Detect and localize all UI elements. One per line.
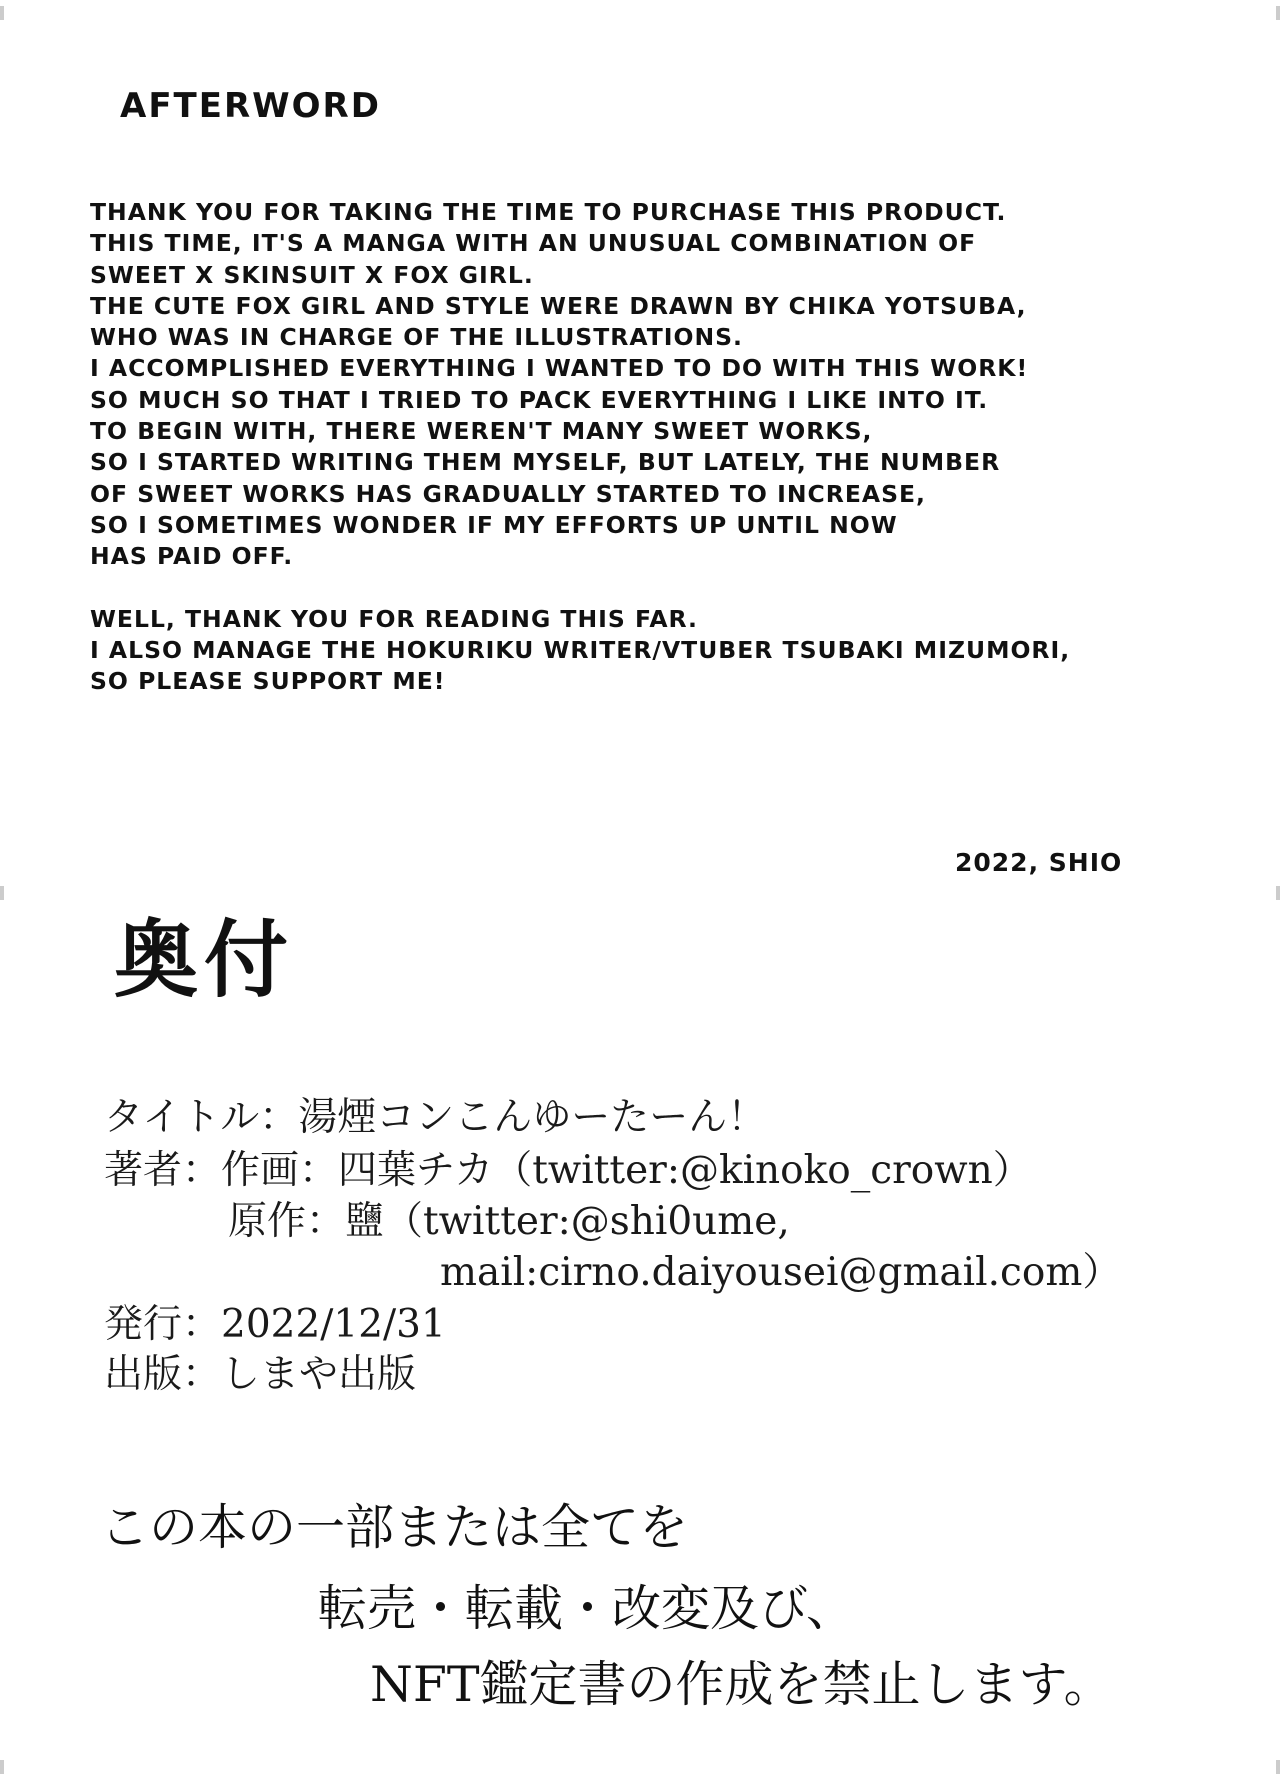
notice-line: 転売・転載・改変及び、 [318, 1580, 856, 1637]
afterword-line: THE CUTE FOX GIRL AND STYLE WERE DRAWN BY CHIKA YOTSUBA, [90, 291, 1027, 320]
afterword-line: OF SWEET WORKS HAS GRADUALLY STARTED TO INCREASE, [90, 479, 926, 508]
edge-mark [1276, 1760, 1280, 1774]
afterword-signature: 2022, SHIO [955, 848, 1123, 877]
afterword-line: SO I STARTED WRITING THEM MYSELF, BUT LATELY, THE NUMBER [90, 448, 1001, 477]
edge-mark [1276, 886, 1280, 900]
colophon-date-row: 発行：2022/12/31 [104, 1302, 446, 1347]
colophon-heading: 奥付 [114, 911, 295, 1009]
afterword-line: WHO WAS IN CHARGE OF THE ILLUSTRATIONS. [90, 323, 743, 352]
afterword-line: SO MUCH SO THAT I TRIED TO PACK EVERYTHING I LIKE INTO IT. [90, 385, 989, 414]
edge-mark [0, 6, 4, 20]
notice-line: NFT鑑定書の作成を禁止します。 [370, 1656, 1113, 1713]
afterword-line: WELL, THANK YOU FOR READING THIS FAR. [90, 604, 698, 633]
afterword-line: THIS TIME, IT'S A MANGA WITH AN UNUSUAL COMBINATION OF [90, 229, 977, 258]
edge-mark [1276, 6, 1280, 20]
colophon-author-row: 著者：作画：四葉チカ（twitter:@kinoko_crown） [104, 1148, 1032, 1193]
colophon-title-row: タイトル：湯煙コンこんゆーたーん！ [104, 1095, 767, 1140]
paragraph-gap [90, 573, 1210, 604]
afterword-line: SO I SOMETIMES WONDER IF MY EFFORTS UP UNTIL NOW [90, 510, 898, 539]
colophon-mail-row: mail:cirno.daiyousei@gmail.com） [440, 1250, 1122, 1295]
colophon-publisher-row: 出版：しまや出版 [104, 1352, 417, 1397]
afterword-line: I ACCOMPLISHED EVERYTHING I WANTED TO DO WITH THIS WORK! [90, 354, 1029, 383]
afterword-line: I ALSO MANAGE THE HOKURIKU WRITER/VTUBER TSUBAKI MIZUMORI, [90, 635, 1071, 664]
afterword-title: AFTERWORD [120, 86, 381, 126]
colophon-original-row: 原作：鹽（twitter:@shi0ume, [228, 1199, 790, 1244]
edge-mark [0, 1760, 4, 1774]
afterword-line: TO BEGIN WITH, THERE WEREN'T MANY SWEET WORKS, [90, 417, 873, 446]
edge-mark [0, 886, 4, 900]
afterword-body [90, 197, 1210, 697]
afterword-line: THANK YOU FOR TAKING THE TIME TO PURCHASE THIS PRODUCT. [90, 198, 1007, 226]
afterword-line: SWEET X SKINSUIT X FOX GIRL. [90, 260, 534, 289]
afterword-line: HAS PAID OFF. [90, 542, 294, 571]
afterword-line: SO PLEASE SUPPORT ME! [90, 667, 446, 696]
notice-line: この本の一部または全てを [100, 1499, 689, 1556]
